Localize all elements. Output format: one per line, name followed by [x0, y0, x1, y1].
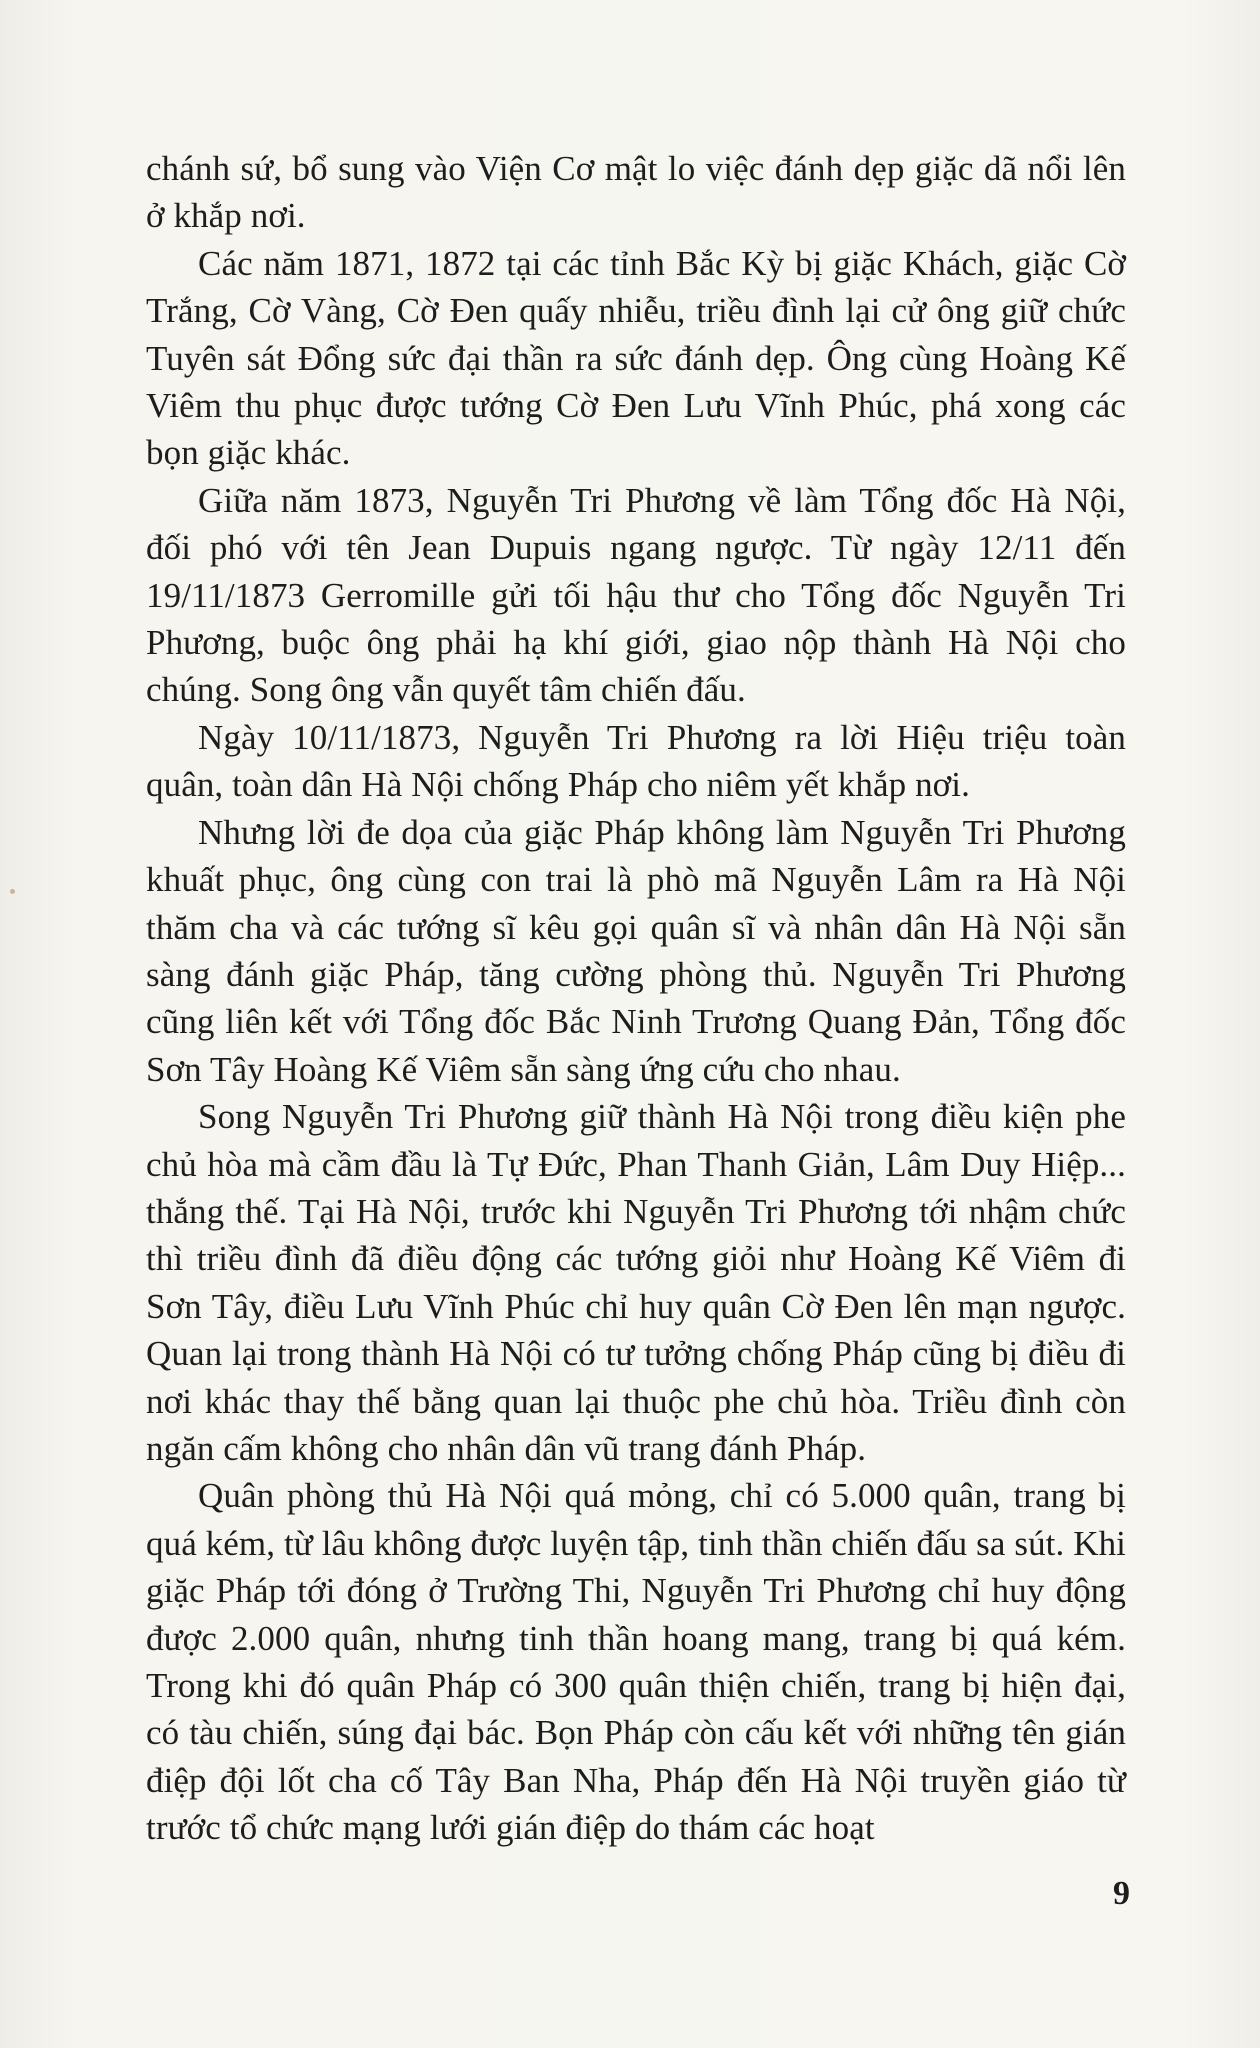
paper-speck [10, 889, 15, 894]
paragraph-4: Ngày 10/11/1873, Nguyễn Tri Phương ra lời Hiệu triệu toàn quân, toàn dân Hà Nội chống Pháp cho niêm yết khắp nơi. [146, 717, 1126, 805]
page-number: 9 [1113, 1875, 1130, 1912]
paragraph-7: Quân phòng thủ Hà Nội quá mỏng, chỉ có 5.000 quân, trang bị quá kém, từ lâu không được luyện tập, tinh thần chiến đấu sa sút. Khi giặc Pháp tới đóng ở Trường Thi, Nguyễn Tri Phương chỉ huy động được 2.000 quân, nhưng tinh thần hoang mang, trang bị quá kém. Trong khi đó quân Pháp có 300 quân thiện chiến, trang bị hiện đại, có tàu chiến, súng đại bác. Bọn Pháp còn cấu kết với những tên gián điệp đội lốt cha cố Tây Ban Nha, Pháp đến Hà Nội truyền giáo từ trước tổ chức mạng lưới gián điệp do thám các hoạt [146, 1476, 1126, 1848]
paragraph-3: Giữa năm 1873, Nguyễn Tri Phương về làm Tổng đốc Hà Nội, đối phó với tên Jean Dupuis ngang ngược. Từ ngày 12/11 đến 19/11/1873 Gerromille gửi tối hậu thư cho Tổng đốc Nguyễn Tri Phương, buộc ông phải hạ khí giới, giao nộp thành Hà Nội cho chúng. Song ông vẫn quyết tâm chiến đấu. [146, 480, 1126, 710]
paragraph-6: Song Nguyễn Tri Phương giữ thành Hà Nội trong điều kiện phe chủ hòa mà cầm đầu là Tự Đức, Phan Thanh Giản, Lâm Duy Hiệp... thắng thế. Tại Hà Nội, trước khi Nguyễn Tri Phương tới nhậm chức thì triều đình đã điều động các tướng giỏi như Hoàng Kế Viêm đi Sơn Tây, điều Lưu Vĩnh Phúc chỉ huy quân Cờ Đen lên mạn ngược. Quan lại trong thành Hà Nội có tư tưởng chống Pháp cũng bị điều đi nơi khác thay thế bằng quan lại thuộc phe chủ hòa. Triều đình còn ngăn cấm không cho nhân dân vũ trang đánh Pháp. [146, 1097, 1126, 1468]
paragraph-1: chánh sứ, bổ sung vào Viện Cơ mật lo việc đánh dẹp giặc dã nổi lên ở khắp nơi. [146, 149, 1126, 236]
body-text [146, 145, 1126, 1852]
paragraph-2: Các năm 1871, 1872 tại các tỉnh Bắc Kỳ bị giặc Khách, giặc Cờ Trắng, Cờ Vàng, Cờ Đen quấy nhiễu, triều đình lại cử ông giữ chức Tuyên sát Đổng sức đại thần ra sức đánh dẹp. Ông cùng Hoàng Kế Viêm thu phục được tướng Cờ Đen Lưu Vĩnh Phúc, phá xong các bọn giặc khác. [146, 243, 1126, 473]
paragraph-5: Nhưng lời đe dọa của giặc Pháp không làm Nguyễn Tri Phương khuất phục, ông cùng con trai là phò mã Nguyễn Lâm ra Hà Nội thăm cha và các tướng sĩ kêu gọi quân sĩ và nhân dân Hà Nội sẵn sàng đánh giặc Pháp, tăng cường phòng thủ. Nguyễn Tri Phương cũng liên kết với Tổng đốc Bắc Ninh Trương Quang Đản, Tổng đốc Sơn Tây Hoàng Kế Viêm sẵn sàng ứng cứu cho nhau. [146, 812, 1126, 1089]
